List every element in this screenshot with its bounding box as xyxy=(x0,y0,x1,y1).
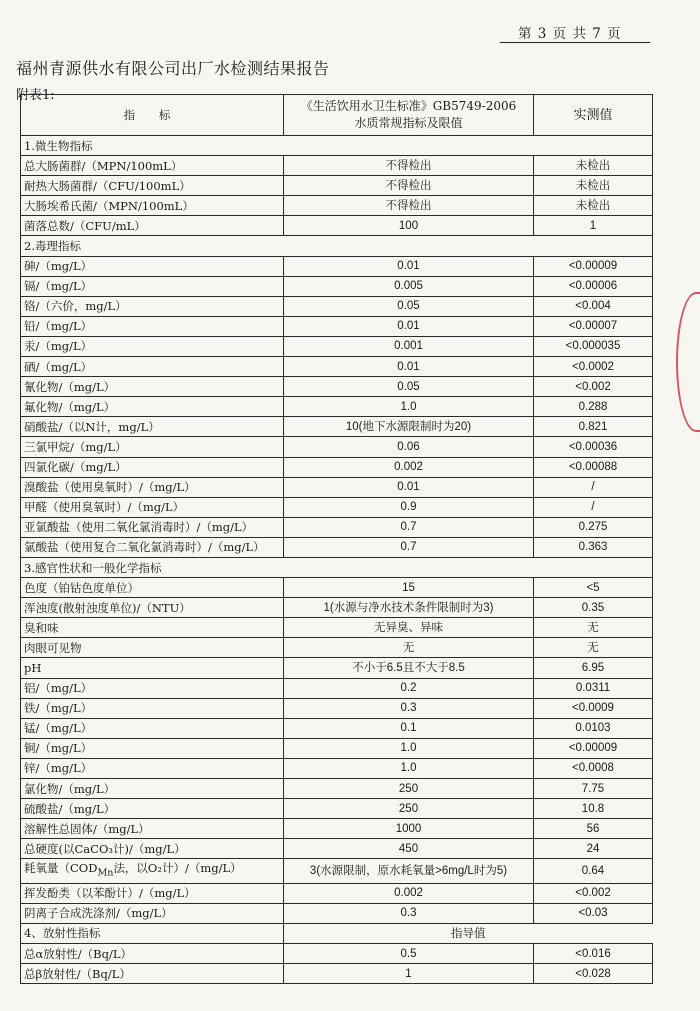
table-row xyxy=(21,176,653,196)
indicator-name: 总大肠菌群/（MPN/100mL） xyxy=(21,156,284,176)
measured-value: 0.35 xyxy=(534,598,653,618)
measured-value: 24 xyxy=(534,839,653,859)
table-row xyxy=(21,779,653,799)
table-row xyxy=(21,497,653,517)
indicator-name: 甲醛（使用臭氧时）/（mg/L） xyxy=(21,497,284,517)
standard-limit: 不小于6.5且不大于8.5 xyxy=(284,658,534,678)
indicator-name: 臭和味 xyxy=(21,618,284,638)
table-row xyxy=(21,457,653,477)
measured-value: <0.00006 xyxy=(534,276,653,296)
table-row xyxy=(21,578,653,598)
standard-limit: 1000 xyxy=(284,819,534,839)
table-row xyxy=(21,336,653,356)
measured-value: 1 xyxy=(534,216,653,236)
indicator-name: 溴酸盐（使用臭氧时）/（mg/L） xyxy=(21,477,284,497)
header-standard-line1: 《生活饮用水卫生标准》GB5749-2006 xyxy=(300,99,517,113)
measured-value: 0.0311 xyxy=(534,678,653,698)
measured-value: <0.002 xyxy=(534,377,653,397)
indicator-name: 汞/（mg/L） xyxy=(21,336,284,356)
measured-value: 未检出 xyxy=(534,156,653,176)
standard-limit: 0.01 xyxy=(284,316,534,336)
standard-limit: 15 xyxy=(284,578,534,598)
measured-value: 0.0103 xyxy=(534,718,653,738)
table-row xyxy=(21,658,653,678)
standard-limit: 不得检出 xyxy=(284,156,534,176)
table-row xyxy=(21,437,653,457)
table-row xyxy=(21,839,653,859)
header-standard xyxy=(284,95,534,136)
standard-limit: 0.7 xyxy=(284,537,534,557)
indicator-name: 氯酸盐（使用复合二氧化氯消毒时）/（mg/L） xyxy=(21,537,284,557)
indicator-name: 锰/（mg/L） xyxy=(21,718,284,738)
standard-limit: 0.01 xyxy=(284,256,534,276)
section-heading: 4、放射性指标 xyxy=(21,923,284,943)
measured-value: <0.00088 xyxy=(534,457,653,477)
standard-limit: 0.3 xyxy=(284,698,534,718)
appendix-label: 附表1: xyxy=(16,88,55,103)
standard-limit: 0.9 xyxy=(284,497,534,517)
table-row xyxy=(21,678,653,698)
measured-value: 未检出 xyxy=(534,176,653,196)
table-row xyxy=(21,357,653,377)
measured-value: <0.016 xyxy=(534,943,653,963)
measured-value: 7.75 xyxy=(534,779,653,799)
measured-value: <0.004 xyxy=(534,296,653,316)
standard-limit: 1 xyxy=(284,964,534,984)
measured-value: <0.00036 xyxy=(534,437,653,457)
section-heading: 2.毒理指标 xyxy=(21,236,653,256)
indicator-name: 铝/（mg/L） xyxy=(21,678,284,698)
standard-limit: 无 xyxy=(284,638,534,658)
measured-value: 0.64 xyxy=(534,859,653,883)
indicator-name: 挥发酚类（以苯酚计）/（mg/L） xyxy=(21,883,284,903)
indicator-name: 锌/（mg/L） xyxy=(21,758,284,778)
measured-value: <0.002 xyxy=(534,883,653,903)
standard-limit: 0.01 xyxy=(284,477,534,497)
table-row xyxy=(21,477,653,497)
indicator-name: 硫酸盐/（mg/L） xyxy=(21,799,284,819)
indicator-name: 溶解性总固体/（mg/L） xyxy=(21,819,284,839)
table-row xyxy=(21,799,653,819)
indicator-name: 硒/（mg/L） xyxy=(21,357,284,377)
table-row xyxy=(21,883,653,903)
standard-limit: 10(地下水源限制时为20) xyxy=(284,417,534,437)
section-heading-row xyxy=(21,923,653,943)
standard-limit: 0.002 xyxy=(284,883,534,903)
table-row xyxy=(21,517,653,537)
measured-value: 10.8 xyxy=(534,799,653,819)
table-row xyxy=(21,377,653,397)
table-row xyxy=(21,758,653,778)
table-row xyxy=(21,819,653,839)
table-row xyxy=(21,859,653,883)
standard-limit: 0.002 xyxy=(284,457,534,477)
indicator-name: 大肠埃希氏菌/（MPN/100mL） xyxy=(21,196,284,216)
standard-limit: 3(水源限制，原水耗氧量>6mg/L时为5) xyxy=(284,859,534,883)
indicator-name: 总α放射性/（Bq/L） xyxy=(21,943,284,963)
measured-value: <0.03 xyxy=(534,903,653,923)
measured-value: <5 xyxy=(534,578,653,598)
standard-limit: 不得检出 xyxy=(284,196,534,216)
standard-limit: 0.7 xyxy=(284,517,534,537)
table-row xyxy=(21,156,653,176)
measured-value: 未检出 xyxy=(534,196,653,216)
indicator-name: 肉眼可见物 xyxy=(21,638,284,658)
indicator-name: 总硬度(以CaCO₃计)/（mg/L） xyxy=(21,839,284,859)
table-row xyxy=(21,417,653,437)
indicator-name: 菌落总数/（CFU/mL） xyxy=(21,216,284,236)
measured-value: 6.95 xyxy=(534,658,653,678)
standard-limit: 250 xyxy=(284,799,534,819)
table-row xyxy=(21,638,653,658)
table-row xyxy=(21,397,653,417)
indicator-name: 浑浊度(散射浊度单位)/（NTU） xyxy=(21,598,284,618)
measured-value: 无 xyxy=(534,638,653,658)
table-row xyxy=(21,618,653,638)
table-row xyxy=(21,537,653,557)
standard-limit: 100 xyxy=(284,216,534,236)
indicator-name: 耐热大肠菌群/（CFU/100mL） xyxy=(21,176,284,196)
measured-value: <0.0009 xyxy=(534,698,653,718)
table-row xyxy=(21,216,653,236)
indicator-name: 铁/（mg/L） xyxy=(21,698,284,718)
standard-limit: 不得检出 xyxy=(284,176,534,196)
indicator-name: 总β放射性/（Bq/L） xyxy=(21,964,284,984)
indicator-name: 阴离子合成洗涤剂/（mg/L） xyxy=(21,903,284,923)
measured-value: 0.363 xyxy=(534,537,653,557)
indicator-name: 耗氧量（$COD_{Mn}$法，以O₂计）/（mg/L） xyxy=(21,859,284,883)
measured-value: 56 xyxy=(534,819,653,839)
table-row xyxy=(21,964,653,984)
section-heading: 3.感官性状和一般化学指标 xyxy=(21,557,653,577)
table-row xyxy=(21,738,653,758)
guide-value-label: 指导值 xyxy=(284,923,653,943)
table-row xyxy=(21,718,653,738)
standard-limit: 0.001 xyxy=(284,336,534,356)
header-standard-line2: 水质常规指标及限值 xyxy=(354,116,463,130)
header-measured: 实测值 xyxy=(534,95,653,136)
measured-value: <0.00009 xyxy=(534,738,653,758)
standard-limit: 0.3 xyxy=(284,903,534,923)
indicator-name: 铅/（mg/L） xyxy=(21,316,284,336)
indicator-name: 镉/（mg/L） xyxy=(21,276,284,296)
standard-limit: 1.0 xyxy=(284,738,534,758)
standard-limit: 0.1 xyxy=(284,718,534,738)
red-seal-stamp xyxy=(676,292,700,432)
standard-limit: 无异臭、异味 xyxy=(284,618,534,638)
header-indicator: 指 标 xyxy=(21,95,284,136)
measured-value: / xyxy=(534,497,653,517)
page-number: 第 3 页 共 7 页 xyxy=(518,26,622,42)
table-row xyxy=(21,943,653,963)
table-row xyxy=(21,296,653,316)
indicator-name: 三氯甲烷/（mg/L） xyxy=(21,437,284,457)
measured-value: <0.00007 xyxy=(534,316,653,336)
table-row xyxy=(21,316,653,336)
measured-value: 无 xyxy=(534,618,653,638)
indicator-name: 亚氯酸盐（使用二氧化氯消毒时）/（mg/L） xyxy=(21,517,284,537)
standard-limit: 0.01 xyxy=(284,357,534,377)
indicator-name: 氰化物/（mg/L） xyxy=(21,377,284,397)
standard-limit: 0.06 xyxy=(284,437,534,457)
table-row xyxy=(21,276,653,296)
table-row xyxy=(21,698,653,718)
measured-value: <0.00009 xyxy=(534,256,653,276)
section-heading-row xyxy=(21,557,653,577)
measured-value: 0.275 xyxy=(534,517,653,537)
measured-value: <0.000035 xyxy=(534,336,653,356)
standard-limit: 0.2 xyxy=(284,678,534,698)
standard-limit: 0.005 xyxy=(284,276,534,296)
standard-limit: 0.5 xyxy=(284,943,534,963)
standard-limit: 0.05 xyxy=(284,377,534,397)
indicator-name: 砷/（mg/L） xyxy=(21,256,284,276)
indicator-name: pH xyxy=(21,658,284,678)
table-row xyxy=(21,256,653,276)
indicator-name: 四氯化碳/（mg/L） xyxy=(21,457,284,477)
table-row xyxy=(21,903,653,923)
report-title: 福州青源供水有限公司出厂水检测结果报告 xyxy=(16,59,330,78)
section-heading: 1.微生物指标 xyxy=(21,136,653,156)
standard-limit: 1(水源与净水技术条件限制时为3) xyxy=(284,598,534,618)
indicator-name: 铬/（六价，mg/L） xyxy=(21,296,284,316)
water-quality-table xyxy=(20,94,653,984)
section-heading-row xyxy=(21,136,653,156)
table-row xyxy=(21,598,653,618)
indicator-name: 氯化物/（mg/L） xyxy=(21,779,284,799)
table-header-row xyxy=(21,95,653,136)
standard-limit: 1.0 xyxy=(284,758,534,778)
indicator-name: 色度（铂钴色度单位） xyxy=(21,578,284,598)
table-row xyxy=(21,196,653,216)
section-heading-row xyxy=(21,236,653,256)
standard-limit: 1.0 xyxy=(284,397,534,417)
measured-value: 0.821 xyxy=(534,417,653,437)
indicator-name: 铜/（mg/L） xyxy=(21,738,284,758)
measured-value: <0.028 xyxy=(534,964,653,984)
measured-value: / xyxy=(534,477,653,497)
standard-limit: 0.05 xyxy=(284,296,534,316)
standard-limit: 250 xyxy=(284,779,534,799)
indicator-name: 氟化物/（mg/L） xyxy=(21,397,284,417)
indicator-name: 硝酸盐/（以N计，mg/L） xyxy=(21,417,284,437)
header-rule xyxy=(500,42,650,43)
measured-value: <0.0008 xyxy=(534,758,653,778)
standard-limit: 450 xyxy=(284,839,534,859)
measured-value: 0.288 xyxy=(534,397,653,417)
measured-value: <0.0002 xyxy=(534,357,653,377)
